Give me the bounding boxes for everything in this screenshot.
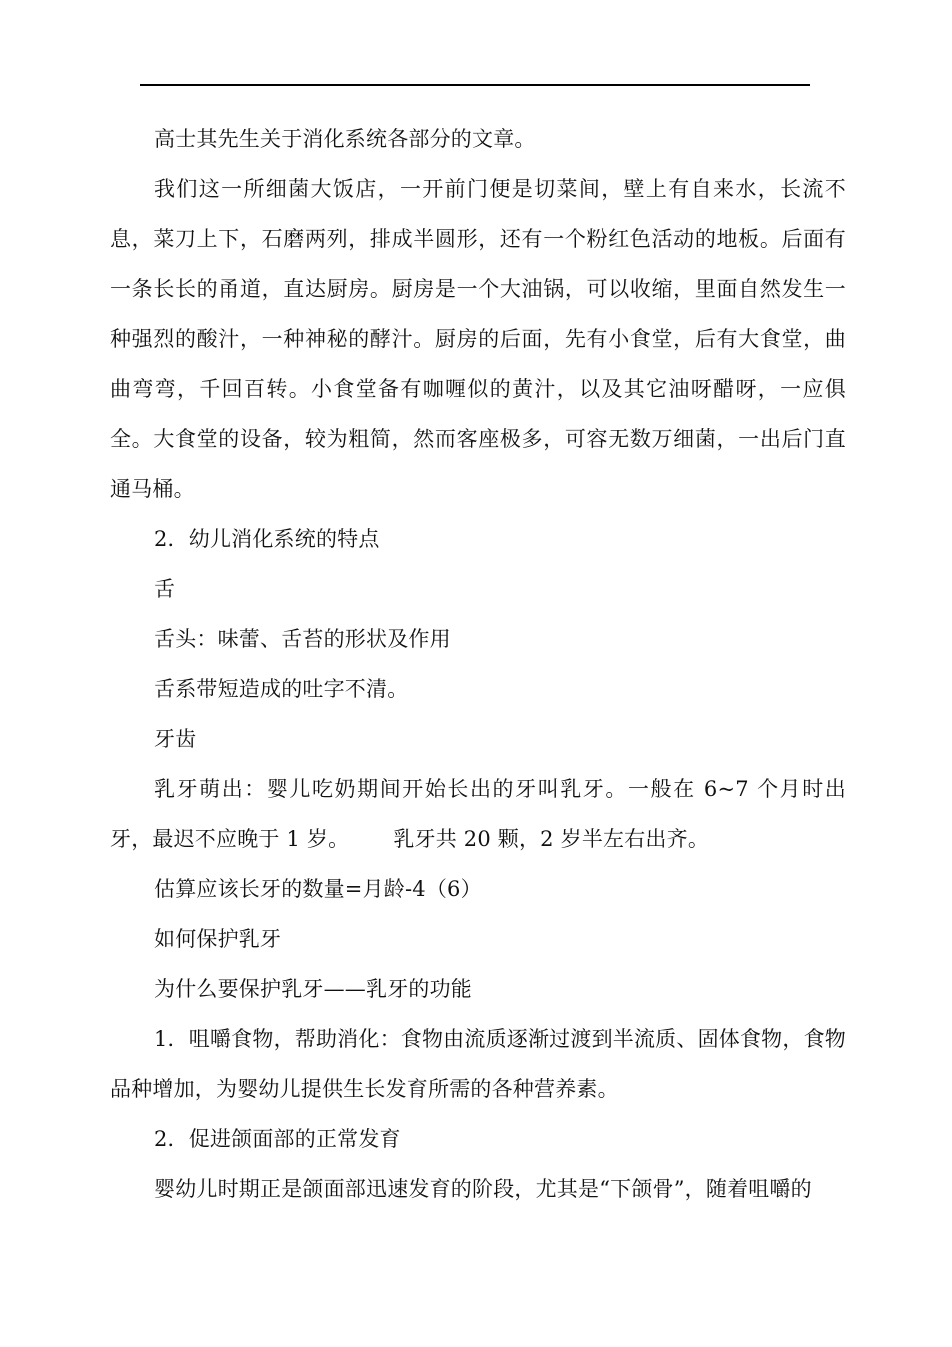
subheading-why-protect: 为什么要保护乳牙——乳牙的功能	[154, 977, 472, 1001]
paragraph-function-2: 2．促进颌面部的正常发育	[154, 1127, 401, 1151]
subheading-teeth: 牙齿	[154, 727, 197, 751]
header-rule	[140, 84, 810, 86]
document-body	[110, 114, 846, 1214]
paragraph-formula: 估算应该长牙的数量=月龄-4（6）	[154, 877, 482, 901]
paragraph-frenulum: 舌系带短造成的吐字不清。	[154, 677, 409, 701]
paragraph-bacteria-restaurant: 我们这一所细菌大饭店，一开前门便是切菜间，壁上有自来水，长流不息，菜刀上下，石磨两列，排成半圆形，还有一个粉红色活动的地板。后面有一条长长的甬道，直达厨房。厨房是一个大油锅，可以收缩，里面自然发生一种强烈的酸汁，一种神秘的酵汁。厨房的后面，先有小食堂，后有大食堂，曲曲弯弯，千回百转。小食堂备有咖喱似的黄汁，以及其它油呀醋呀，一应俱全。大食堂的设备，较为粗简，然而客座极多，可容无数万细菌，一出后门直通马桶。	[110, 177, 846, 501]
paragraph-tongue: 舌头：味蕾、舌苔的形状及作用	[154, 627, 451, 651]
paragraph-intro: 高士其先生关于消化系统各部分的文章。	[154, 127, 536, 151]
teeth-eruption-text: 乳牙萌出：婴儿吃奶期间开始长出的牙叫乳牙。一般在 6~7 个月时出牙，最迟不应晚于 1 岁。	[110, 777, 846, 851]
subheading-protect-teeth: 如何保护乳牙	[154, 927, 282, 951]
subheading-tongue: 舌	[154, 577, 176, 601]
paragraph-function-1: 1．咀嚼食物，帮助消化：食物由流质逐渐过渡到半流质、固体食物，食物品种增加，为婴幼儿提供生长发育所需的各种营养素。	[110, 1027, 846, 1101]
paragraph-jaw-development: 婴幼儿时期正是颌面部迅速发育的阶段，尤其是“下颌骨”，随着咀嚼的	[154, 1177, 812, 1201]
paragraph-teeth-eruption	[110, 764, 846, 864]
section-heading: 2．幼儿消化系统的特点	[154, 527, 380, 551]
teeth-count-text: 乳牙共 20 颗，2 岁半左右出齐。	[393, 827, 710, 851]
